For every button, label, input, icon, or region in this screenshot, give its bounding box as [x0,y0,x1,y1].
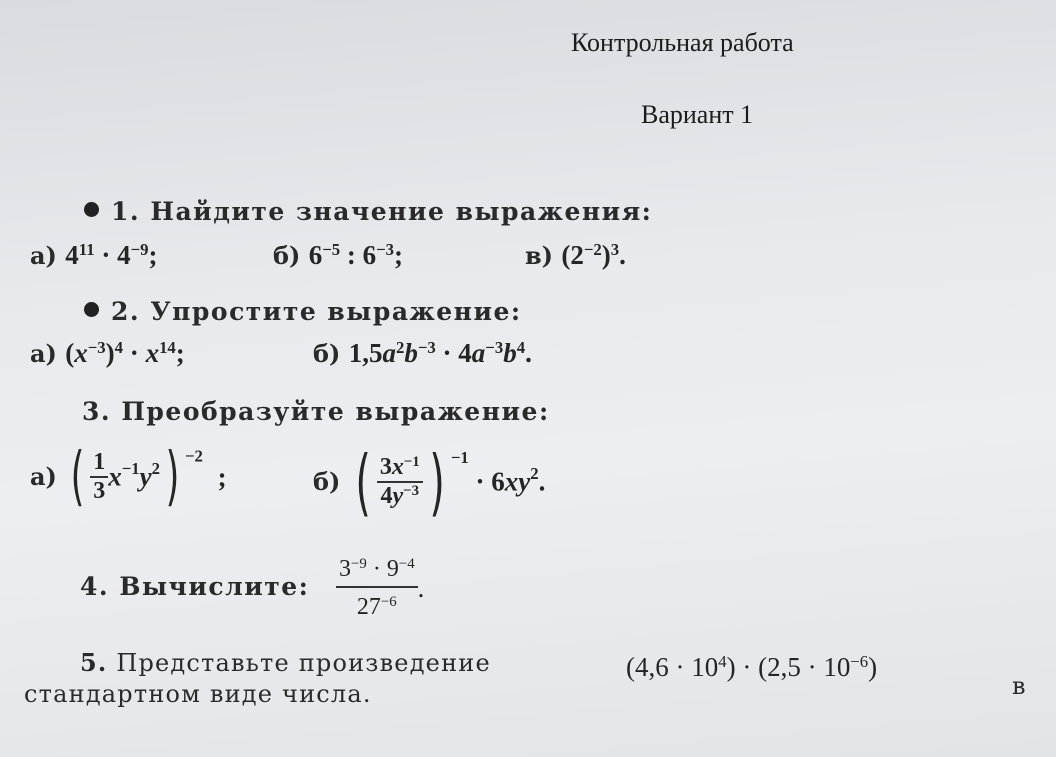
task-2-item-a [30,338,185,369]
task-5-expression: $(4,6 \cdot 10^4) \cdot (2,5 \cdot 10^{-6})$ [626,651,878,682]
task-5-line-2: стандартном виде числа. [24,680,372,708]
item-label: б) [273,241,301,270]
task-2-number: 2. [111,297,141,326]
task-3-item-b [313,440,545,524]
task-1-heading [84,197,652,226]
task-4-number: 4. [80,572,110,601]
task-3-number: 3. [82,397,112,426]
expression: $(x^{-3})^4 \cdot x^{14}$; [65,337,185,368]
task-1-item-c [525,240,626,271]
task-5-number: 5. [80,648,108,677]
task-5-text: Представьте произведение [116,649,491,677]
task-1-item-a [30,240,158,271]
item-label: а) [30,462,57,492]
task-3-heading [82,397,550,426]
task-2-heading [84,297,522,326]
item-label: в) [525,241,554,270]
task-2-item-b [313,338,532,369]
expression: ( $\frac{3x^{-1}}{4y^{-3}}$ ) $^{-1} \cdot 6xy^2$. [355,440,546,524]
document-title: Контрольная работа [571,28,794,57]
task-1-item-b [273,240,403,271]
item-label: а) [30,241,57,270]
expression: ( $\frac{1}{3}$ $x^{-1}y^2$) $^{-2}$ ; [70,440,227,514]
task-3-item-a [30,440,227,514]
expression: $6^{-5}$ : $6^{-3}$; [308,239,404,270]
task-3-text: Преобразуйте выражение: [121,397,550,426]
task-5-line-1 [80,648,491,677]
task-5-word-in: в [1012,672,1027,700]
bullet-icon [84,302,99,317]
bullet-icon [84,202,99,217]
task-1-text: Найдите значение выражения: [150,197,653,226]
item-label: а) [30,339,57,368]
task-4-heading [80,572,309,601]
variant-label: Вариант 1 [641,100,754,129]
expression: $1,5a^2b^{-3} \cdot 4a^{-3}b^4$. [348,337,532,368]
task-4-expression: $\frac{3^{-9} \cdot 9^{-4}}{27^{-6}}$ . [336,556,424,621]
task-4-text: Вычислите: [119,572,310,601]
item-label: б) [313,467,341,497]
item-label: б) [313,339,341,368]
expression: $(2^{-2})^3$. [561,239,626,270]
task-2-text: Упростите выражение: [150,297,522,326]
task-1-number: 1. [111,197,141,226]
expression: $4^{11} \cdot 4^{-9}$; [65,239,158,270]
